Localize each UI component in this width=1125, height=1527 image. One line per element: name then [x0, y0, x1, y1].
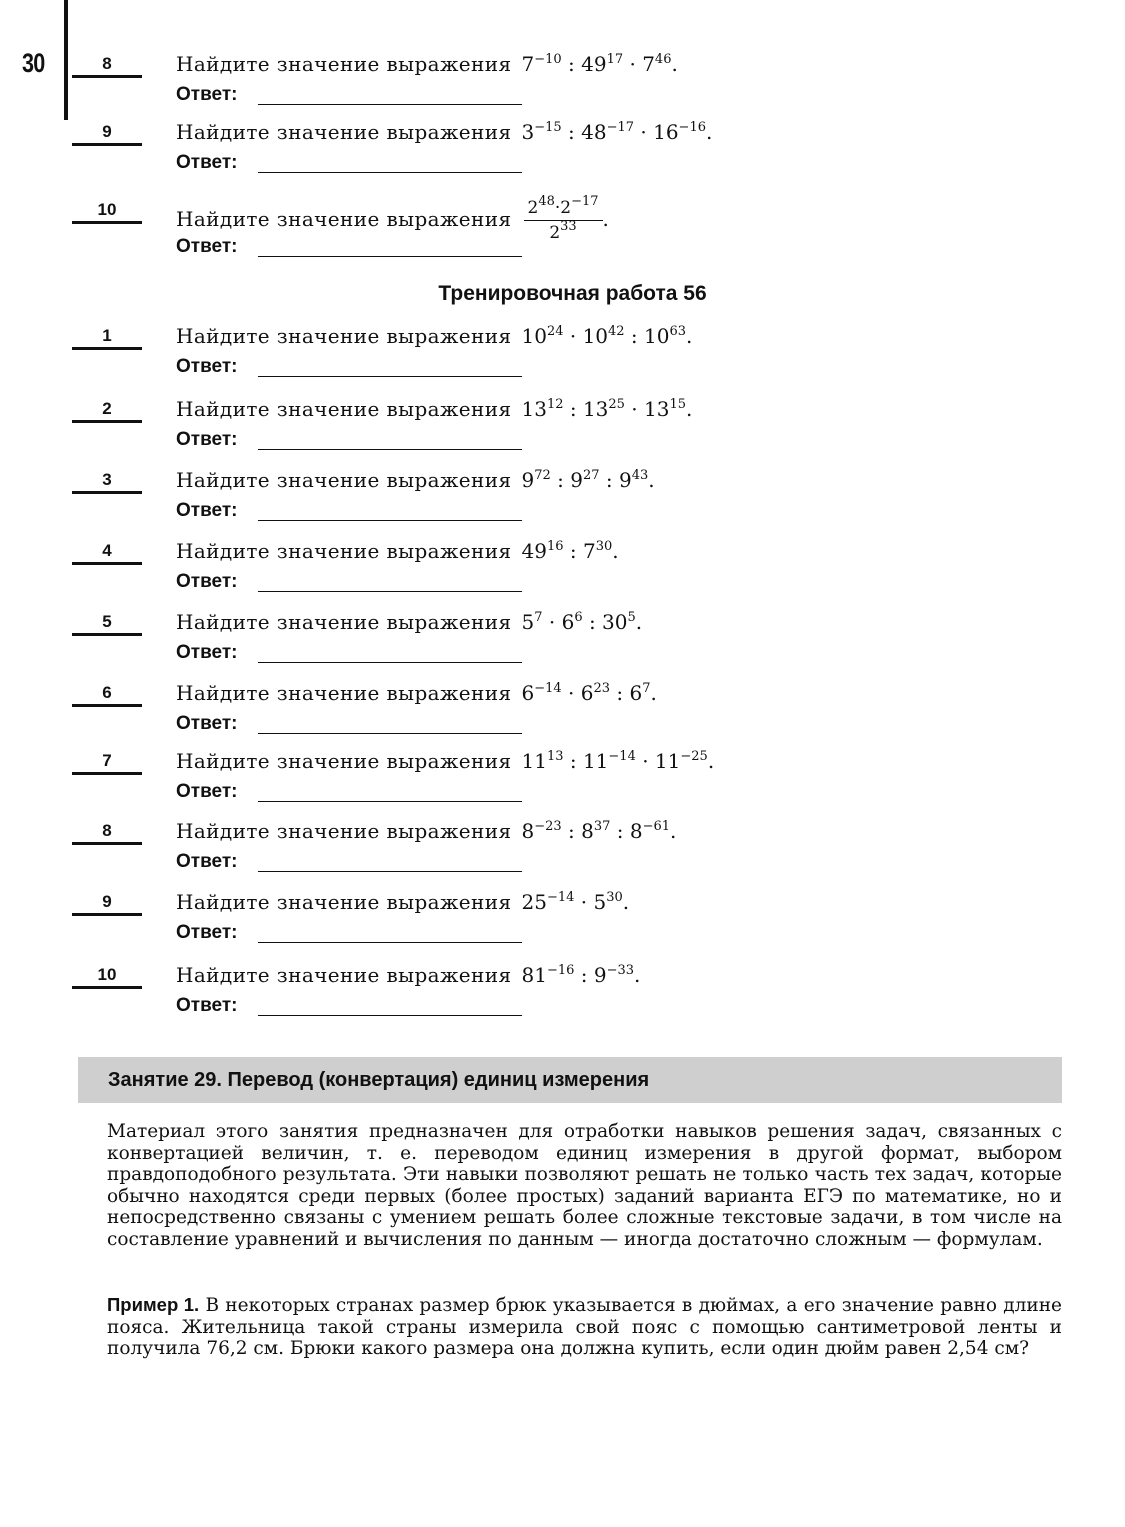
expression-base: · 13 [624, 397, 670, 421]
answer-label: Ответ: [176, 84, 238, 105]
expression-exponent: 23 [593, 681, 611, 696]
answer-label: Ответ: [176, 152, 238, 173]
expression-base: · 10 [563, 324, 609, 348]
task-question [176, 52, 678, 76]
expression-exponent: −10 [534, 52, 562, 67]
expression-base: : 9 [574, 963, 607, 987]
answer-field[interactable] [258, 104, 522, 105]
numerator-exponent: 48 [538, 194, 555, 209]
expression-exponent: −14 [608, 749, 636, 764]
expression-base: 5 [521, 610, 535, 634]
task-number: 8 [72, 821, 142, 845]
question-label: Найдите значение выражения [176, 207, 512, 231]
denominator-exponent: 33 [560, 219, 577, 234]
task-number: 9 [72, 892, 142, 916]
answer-label: Ответ: [176, 571, 238, 592]
expression [522, 52, 678, 76]
expression-exponent: −33 [606, 963, 635, 978]
task-question [176, 819, 676, 843]
task-number: 9 [72, 122, 142, 146]
expression-base: · 6 [542, 610, 575, 634]
expression-exponent: 17 [606, 52, 624, 67]
expression-exponent: −17 [606, 120, 635, 135]
task-number: 1 [72, 326, 142, 350]
expression-exponent: 30 [595, 539, 613, 554]
question-label: Найдите значение выражения [176, 539, 512, 563]
expression-exponent: 7 [534, 610, 543, 625]
question-label: Найдите значение выражения [176, 890, 512, 914]
expression-exponent: 46 [654, 52, 672, 67]
task-question [176, 539, 619, 563]
expression-base: . [707, 749, 715, 773]
fraction-expression [524, 194, 603, 243]
task-number: 10 [72, 200, 142, 224]
expression [522, 749, 715, 773]
task-item [0, 539, 1125, 611]
question-label: Найдите значение выражения [176, 120, 512, 144]
expression-exponent: −15 [534, 120, 562, 135]
question-label: Найдите значение выражения [176, 468, 512, 492]
fraction-denominator [524, 221, 603, 243]
expression-exponent: −14 [546, 890, 575, 905]
expression-base: · 6 [561, 681, 594, 705]
expression-base: : 7 [563, 539, 596, 563]
answer-label: Ответ: [176, 995, 238, 1016]
expression-base: : 30 [582, 610, 628, 634]
expression-exponent: −16 [546, 963, 575, 978]
task-item [0, 749, 1125, 821]
numerator-base: 2 [527, 198, 539, 218]
task-item [0, 120, 1125, 192]
denominator-base: 2 [549, 223, 561, 243]
expression [522, 468, 655, 492]
question-label: Найдите значение выражения [176, 397, 512, 421]
expression-exponent: −14 [534, 681, 562, 696]
expression-base: : 13 [563, 397, 609, 421]
answer-label: Ответ: [176, 356, 238, 377]
expression-exponent: 24 [546, 324, 564, 339]
task-item [0, 890, 1125, 962]
answer-field[interactable] [258, 449, 522, 450]
expression-exponent: 7 [642, 681, 651, 696]
task-question [176, 610, 642, 634]
question-label: Найдите значение выражения [176, 819, 512, 843]
expression-base: . [686, 397, 693, 421]
task-number: 7 [72, 751, 142, 775]
answer-field[interactable] [258, 256, 522, 257]
expression-exponent: −16 [678, 120, 706, 135]
task-item [0, 397, 1125, 469]
task-number: 2 [72, 399, 142, 423]
task-item [0, 610, 1125, 682]
expression-base: 49 [521, 539, 547, 563]
question-label: Найдите значение выражения [176, 52, 512, 76]
expression-base: : 9 [550, 468, 583, 492]
task-number: 6 [72, 683, 142, 707]
answer-label: Ответ: [176, 429, 238, 450]
expression-exponent: 13 [546, 749, 564, 764]
expression-base: : 49 [561, 52, 607, 76]
expression-base: 10 [521, 324, 547, 348]
expression-exponent: −23 [534, 819, 562, 834]
expression-base: · 5 [574, 890, 607, 914]
question-label: Найдите значение выражения [176, 610, 512, 634]
expression-base: . [671, 52, 678, 76]
task-item [0, 819, 1125, 891]
expression-base: . [686, 324, 693, 348]
expression-base: . [622, 890, 630, 914]
example-paragraph [77, 1294, 1062, 1360]
task-number: 10 [72, 965, 142, 989]
answer-label: Ответ: [176, 500, 238, 521]
answer-field[interactable] [258, 520, 522, 521]
expression-exponent: 37 [593, 819, 611, 834]
expression-base: 6 [521, 681, 535, 705]
task-item [0, 468, 1125, 540]
expression-base: · 7 [623, 52, 655, 76]
expression-exponent: 16 [546, 539, 564, 554]
lesson-header [78, 1057, 1062, 1103]
fraction-suffix: . [602, 207, 609, 231]
expression-exponent: 27 [582, 468, 600, 483]
expression-base: · 11 [635, 749, 681, 773]
task-item [0, 681, 1125, 753]
task-question [176, 749, 714, 773]
answer-label: Ответ: [176, 713, 238, 734]
example-text: В некоторых странах размер брюк указывается в дюймах, а его значение равно длине пояса. Жительница такой страны измерила свой пояс с помощью сантиметровой ленты и получила 76,2 см. Брюки какого размера она должна купить, если один дюйм равен 2,54 см? [107, 1295, 1062, 1359]
expression [522, 681, 657, 705]
task-question [176, 120, 712, 144]
expression-exponent: 63 [669, 324, 687, 339]
answer-field[interactable] [258, 733, 522, 734]
task-item [0, 52, 1125, 124]
expression-base: 7 [521, 52, 535, 76]
answer-field[interactable] [258, 871, 522, 872]
expression-base: : 8 [561, 819, 594, 843]
expression-base: . [648, 468, 655, 492]
task-question [176, 890, 629, 914]
expression-base: 25 [521, 890, 547, 914]
task-item [0, 963, 1125, 1035]
task-question [176, 397, 692, 421]
expression-base: . [634, 963, 641, 987]
example-label: Пример 1. [107, 1294, 200, 1315]
expression-base: . [705, 120, 713, 144]
expression [522, 610, 643, 634]
expression-base: . [650, 681, 657, 705]
expression-base: 3 [521, 120, 535, 144]
numerator-base: ·2 [554, 198, 572, 218]
expression-exponent: 6 [574, 610, 583, 625]
expression [522, 120, 713, 144]
task-question [176, 194, 609, 243]
expression [522, 963, 641, 987]
task-question [176, 963, 640, 987]
expression-exponent: −61 [642, 819, 671, 834]
expression [522, 324, 693, 348]
answer-field[interactable] [258, 942, 522, 943]
expression-base: : 11 [563, 749, 609, 773]
expression-base: . [670, 819, 677, 843]
intro-text: Материал этого занятия предназначен для отработки навыков решения задач, связанных с конвертацией величин, т. е. переводом единиц измерения в другой формат, выбором правдоподобного результата. Эти навыки позволяют решать не только часть тех задач, которые обычно находятся среди первых (более простых) заданий варианта ЕГЭ по математике, но и непосредственно связаны с умением решать более сложные текстовые задачи, в том числе на составление уравнений и вычисления по данным — иногда достаточно сложным — формулам. [107, 1121, 1062, 1250]
expression [522, 890, 630, 914]
page-number: 30 [22, 48, 45, 78]
task-item [0, 194, 1125, 270]
question-label: Найдите значение выражения [176, 324, 512, 348]
expression-exponent: 30 [606, 890, 623, 905]
expression-base: : 48 [561, 120, 607, 144]
answer-label: Ответ: [176, 236, 238, 257]
answer-label: Ответ: [176, 851, 238, 872]
expression-exponent: 5 [627, 610, 636, 625]
expression-base: : 8 [610, 819, 643, 843]
answer-field[interactable] [258, 172, 522, 173]
task-item [0, 324, 1125, 396]
expression-base: : 9 [599, 468, 632, 492]
task-number: 4 [72, 541, 142, 565]
expression-exponent: 15 [669, 397, 687, 412]
answer-field[interactable] [258, 591, 522, 592]
expression-base: . [612, 539, 619, 563]
expression-exponent: 43 [631, 468, 649, 483]
answer-field[interactable] [258, 801, 522, 802]
task-number: 8 [72, 54, 142, 78]
task-number: 5 [72, 612, 142, 636]
expression-base: 81 [521, 963, 547, 987]
task-question [176, 324, 692, 348]
expression-base: 11 [521, 749, 547, 773]
lesson-title: Занятие 29. Перевод (конвертация) единиц измерения [108, 1069, 650, 1091]
expression-exponent: 72 [534, 468, 551, 483]
task-question [176, 468, 655, 492]
expression-base: : 6 [610, 681, 643, 705]
answer-field[interactable] [258, 662, 522, 663]
expression-exponent: −25 [680, 749, 708, 764]
question-label: Найдите значение выражения [176, 681, 512, 705]
expression [522, 397, 693, 421]
answer-label: Ответ: [176, 781, 238, 802]
question-label: Найдите значение выражения [176, 963, 512, 987]
intro-paragraph [77, 1121, 1062, 1250]
example-body [77, 1294, 1062, 1360]
answer-label: Ответ: [176, 642, 238, 663]
answer-label: Ответ: [176, 922, 238, 943]
answer-field[interactable] [258, 376, 522, 377]
expression [522, 539, 619, 563]
answer-field[interactable] [258, 1015, 522, 1016]
expression-base: 9 [521, 468, 535, 492]
expression-base: · 16 [634, 120, 679, 144]
task-number: 3 [72, 470, 142, 494]
question-label: Найдите значение выражения [176, 749, 512, 773]
section-title: Тренировочная работа 56 [438, 282, 707, 305]
expression [522, 819, 677, 843]
expression-exponent: 42 [608, 324, 625, 339]
expression-base: : 10 [624, 324, 670, 348]
numerator-exponent: −17 [571, 194, 599, 209]
fraction-numerator [524, 194, 603, 221]
expression-base: 8 [521, 819, 535, 843]
expression-base: . [635, 610, 643, 634]
expression-exponent: 12 [546, 397, 564, 412]
expression-base: 13 [521, 397, 547, 421]
task-question [176, 681, 657, 705]
expression-exponent: 25 [608, 397, 625, 412]
